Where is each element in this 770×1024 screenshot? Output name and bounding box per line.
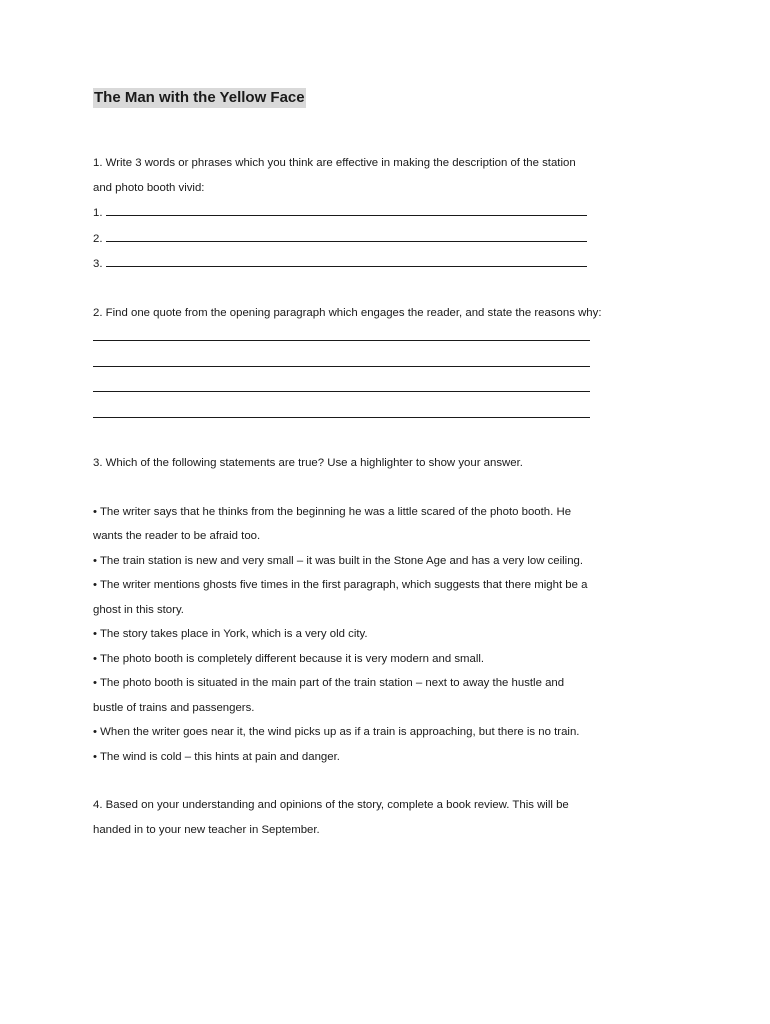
question-1-prompt-line-2: and photo booth vivid:	[93, 181, 205, 194]
question-1	[93, 151, 693, 277]
answer-number: 3.	[93, 258, 103, 270]
statement-1-line-1: • The writer says that he thinks from the beginning he was a little scared of the photo booth. He	[93, 505, 572, 518]
question-4-prompt-line-1: 4. Based on your understanding and opinions of the story, complete a book review. This will be	[93, 799, 569, 811]
question-2	[93, 301, 693, 428]
answer-rule	[93, 376, 590, 392]
statement-6-line-2: bustle of trains and passengers.	[93, 701, 255, 714]
question-3-prompt: 3. Which of the following statements are true? Use a highlighter to show your answer.	[93, 457, 523, 469]
statement-5: • The photo booth is completely different because it is very modern and small.	[93, 652, 485, 665]
statement-8: • The wind is cold – this hints at pain and danger.	[93, 750, 340, 763]
answer-rule	[93, 402, 590, 418]
question-3	[93, 451, 693, 476]
answer-line-3[interactable]	[93, 251, 591, 277]
statement-1-line-2: wants the reader to be afraid too.	[93, 530, 261, 542]
blank-answer-line[interactable]	[93, 325, 591, 351]
answer-rule	[93, 325, 590, 341]
question-4-prompt-line-2: handed in to your new teacher in September.	[93, 823, 320, 836]
blank-answer-line[interactable]	[93, 376, 591, 402]
worksheet-page	[93, 88, 693, 842]
question-1-prompt-line-1: 1. Write 3 words or phrases which you think are effective in making the description of the station	[93, 157, 576, 169]
answer-line-2[interactable]	[93, 226, 591, 252]
page-title: The Man with the Yellow Face	[94, 89, 305, 106]
answer-line-1[interactable]	[93, 200, 591, 226]
answer-number: 1.	[93, 207, 103, 219]
statement-4: • The story takes place in York, which is a very old city.	[93, 628, 368, 640]
answer-rule	[106, 226, 587, 242]
question-4	[93, 793, 693, 842]
question-2-prompt: 2. Find one quote from the opening paragraph which engages the reader, and state the reasons why:	[93, 306, 602, 319]
statement-3-line-2: ghost in this story.	[93, 603, 184, 616]
blank-answer-line[interactable]	[93, 402, 591, 428]
statement-7: • When the writer goes near it, the wind picks up as if a train is approaching, but there is no train.	[93, 726, 580, 738]
answer-number: 2.	[93, 232, 103, 245]
statement-2: • The train station is new and very small – it was built in the Stone Age and has a very low ceiling.	[93, 554, 584, 567]
blank-answer-line[interactable]	[93, 351, 591, 377]
answer-rule	[106, 200, 587, 216]
statement-list	[93, 500, 693, 770]
statement-3-line-1: • The writer mentions ghosts five times in the first paragraph, which suggests that there might be a	[93, 579, 588, 591]
statement-6-line-1: • The photo booth is situated in the main part of the train station – next to away the hustle and	[93, 677, 565, 689]
answer-rule	[106, 251, 587, 267]
answer-rule	[93, 351, 590, 367]
